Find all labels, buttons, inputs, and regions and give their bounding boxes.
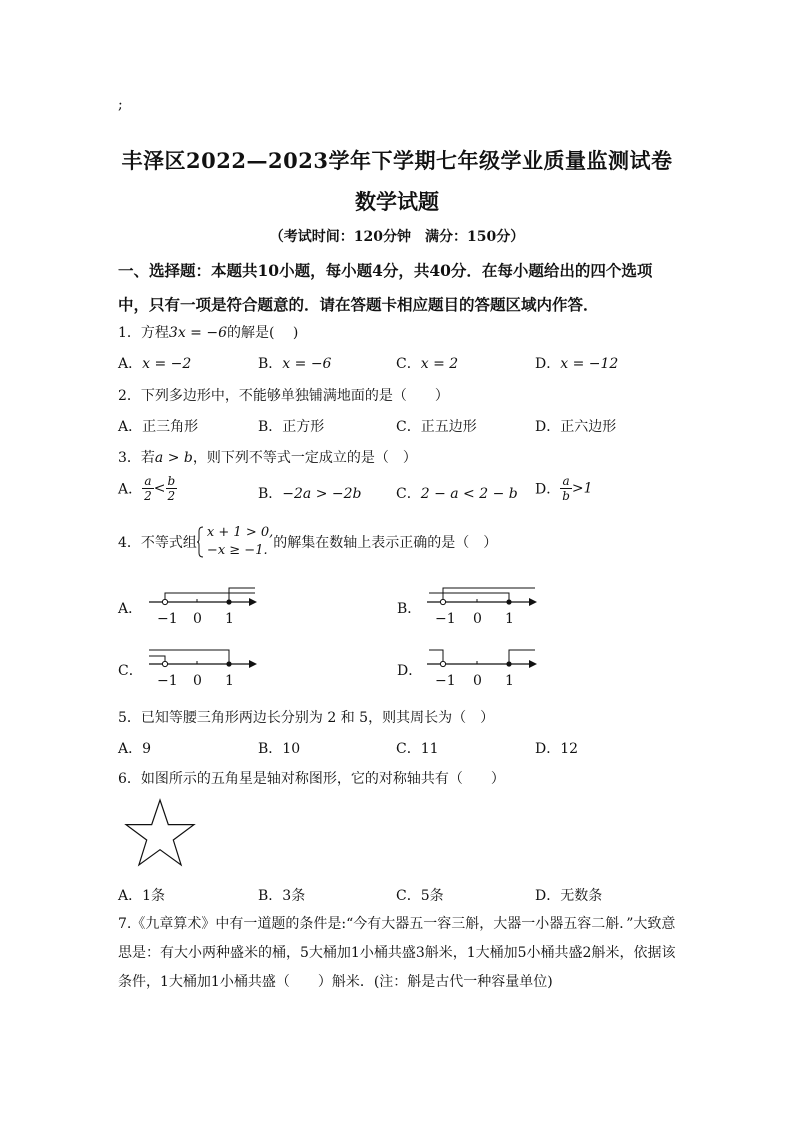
option-b[interactable]: B．正方形 [258,419,325,435]
five-point-star-icon [124,798,196,868]
option-letter: B． [258,356,283,372]
relation-symbol: < [153,480,166,497]
fraction-numerator: a [560,474,572,489]
option-c[interactable] [396,483,518,503]
number-line-b [425,583,540,613]
option-d[interactable] [535,474,593,503]
fraction-a-over-b [560,474,572,503]
option-a[interactable]: A．正三角形 [118,419,199,435]
option-letter: A． [118,356,143,372]
fraction-numerator: a [142,474,154,489]
tick-label: 1 [505,611,514,627]
option-d[interactable]: D．12 [535,741,579,757]
fraction-denominator: 2 [167,489,176,503]
range-bracket-left [443,588,535,602]
solid-point-1 [226,599,231,604]
number-line-c [145,645,260,675]
option-a[interactable]: A．1条 [118,888,166,904]
question-4-prefix: 4．不等式组 [118,535,197,551]
question-4-suffix: 的解集在数轴上表示正确的是（ ） [273,535,498,551]
option-c[interactable]: C．11 [396,741,439,757]
section-header: 一、选择题：本题共10小题，每小题4分，共40分．在每小题给出的四个选项中，只有一项是符合题意的．请在答题卡相应题目的答题区域内作答． [118,261,653,314]
open-point-neg1 [440,661,445,666]
stray-mark: ; [118,97,123,113]
option-c[interactable]: C．5条 [396,888,444,904]
tick-label: 0 [193,611,202,627]
option-c[interactable]: C． [118,663,143,679]
question-1-suffix: 的解是( ) [227,325,299,341]
question-3-options [118,474,718,510]
option-a[interactable] [118,353,191,373]
option-d[interactable]: D．正六边形 [535,419,617,435]
option-letter: B． [258,486,283,502]
option-letter: C． [396,486,421,502]
question-1-equation: 3x = −6 [168,325,227,341]
question-5: 5．已知等腰三角形两边长分别为 2 和 5，则其周长为（ ） [118,710,495,726]
option-math: x = −2 [142,356,192,372]
left-brace-icon [197,526,204,558]
inequality-system [197,524,273,560]
option-letter: D． [535,481,561,498]
option-letter: C． [396,356,421,372]
number-line-d [425,645,540,675]
question-3 [118,447,417,467]
question-3-suffix: ，则下列不等式一定成立的是（ ） [192,450,417,466]
tick-label: −1 [435,673,456,689]
option-math: −2a > −2b [282,486,362,502]
arrow-head [529,598,537,606]
exam-info: （考试时间：120分钟 满分：150分） [269,229,525,245]
option-b[interactable] [258,483,362,503]
option-b[interactable] [258,353,331,373]
inequality-line-1: x + 1 > 0, [206,525,274,540]
tick-label: −1 [435,611,456,627]
option-letter: A． [118,481,143,498]
option-letter: D． [535,356,561,372]
tick-label: 0 [193,673,202,689]
arrow-head [249,660,257,668]
option-math: 2 − a < 2 − b [420,486,518,502]
tick-label: −1 [157,673,178,689]
option-b[interactable]: B．10 [258,741,301,757]
inequality-line-2: −x ≥ −1. [206,543,268,558]
tick-label: 0 [473,673,482,689]
option-c[interactable]: C．正五边形 [396,419,477,435]
tick-label: 1 [225,611,234,627]
question-3-prefix: 3．若 [118,450,155,466]
option-a[interactable] [118,474,177,503]
fraction-b-over-2 [166,474,178,503]
number-line-a [145,583,260,613]
question-4 [118,524,497,560]
question-1-prefix: 1．方程 [118,325,169,341]
tick-label: 1 [225,673,234,689]
exam-title: 丰泽区2022—2023学年下学期七年级学业质量监测试卷 [121,148,673,173]
question-7: 7.《九章算术》中有一道题的条件是:“今有大器五一容三斛，大器一小器五容二斛．”大致意思是：有大小两种盛米的桶，5大桶加1小桶共盛3斛米，1大桶加5小桶共盛2斛米，依据该条件，1大桶加1小桶共盛（ ）斛米．(注：斛是古代一种容量单位) [118,916,676,990]
solid-point-1 [506,599,511,604]
open-point-neg1 [162,599,167,604]
fraction-numerator: b [167,474,176,488]
tick-label: 0 [473,611,482,627]
exam-subtitle: 数学试题 [355,189,439,214]
arrow-head [529,660,537,668]
fraction-a-over-2 [142,474,154,503]
solid-point-1 [506,661,511,666]
question-2: 2．下列多边形中，不能够单独铺满地面的是（ ） [118,388,449,404]
option-math: x = 2 [420,356,459,372]
range-bracket-left [165,593,255,602]
option-d[interactable] [535,353,618,373]
open-point-neg1 [162,661,167,666]
relation-symbol: >1 [571,480,593,497]
option-c[interactable] [396,353,458,373]
arrow-head [249,598,257,606]
fraction-denominator: b [562,489,570,503]
option-d[interactable]: D．无数条 [535,888,603,904]
fraction-denominator: 2 [144,489,152,503]
question-6: 6．如图所示的五角星是轴对称图形，它的对称轴共有（ ） [118,771,505,787]
option-math: x = −12 [560,356,619,372]
option-d[interactable]: D． [397,663,423,679]
open-point-neg1 [440,599,445,604]
question-1 [118,322,298,342]
option-b[interactable]: B． [397,601,422,617]
tick-label: 1 [505,673,514,689]
question-3-condition: a > b [154,450,193,466]
solid-point-1 [226,661,231,666]
option-b[interactable]: B．3条 [258,888,306,904]
option-a[interactable]: A．9 [118,741,152,757]
tick-label: −1 [157,611,178,627]
range-bracket-right [149,650,229,664]
option-a[interactable]: A． [118,601,143,617]
option-math: x = −6 [282,356,332,372]
